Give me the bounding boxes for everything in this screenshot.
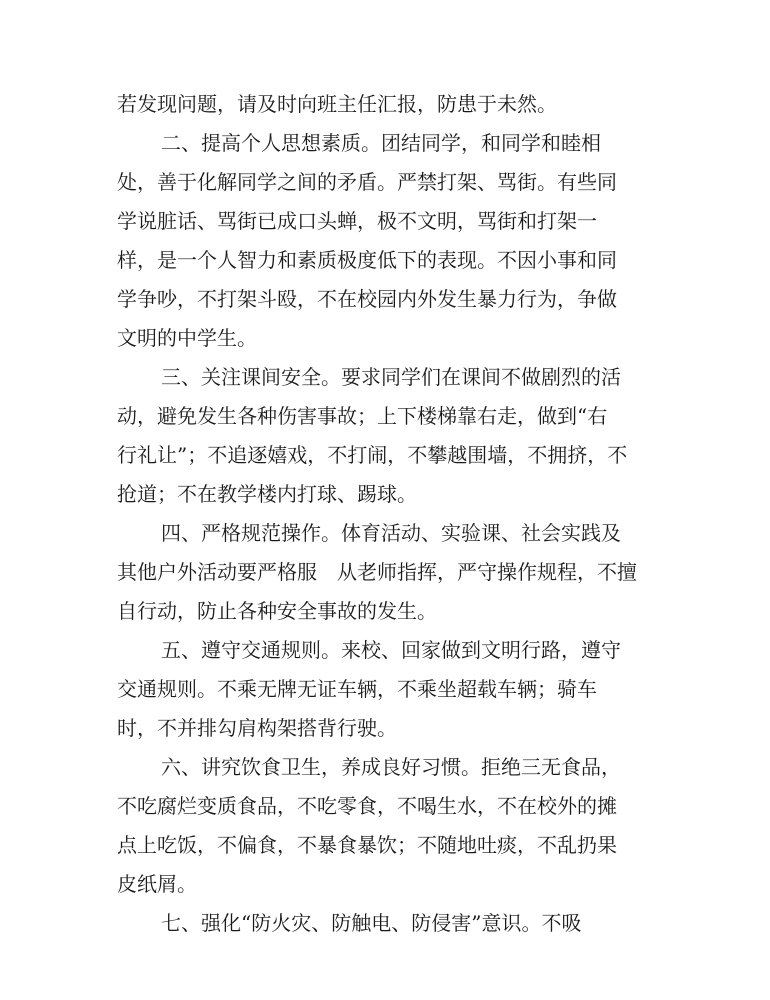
text-line: 交通规则。不乘无牌无证车辆，不乘坐超载车辆；骑车 (117, 677, 597, 701)
paragraph-heading-5: 五、遵守交通规则。来校、回家做到文明行路，遵守 (161, 638, 621, 662)
paragraph-heading-7: 七、强化“防火灾、防触电、防侵害”意识。不吸 (161, 911, 582, 935)
paragraph-heading-4: 四、严格规范操作。体育活动、实验课、社会实践及 (161, 521, 621, 545)
paragraph-heading-3: 三、关注课间安全。要求同学们在课间不做剧烈的活 (161, 365, 621, 389)
text-line: 学说脏话、骂街已成口头蝉，极不文明，骂街和打架一 (117, 209, 597, 233)
text-line: 文明的中学生。 (117, 326, 257, 350)
text-line: 学争吵，不打架斗殴，不在校园内外发生暴力行为，争做 (117, 287, 617, 311)
paragraph-heading-6: 六、讲究饮食卫生，养成良好习惯。拒绝三无食品， (161, 755, 621, 779)
text-line: 自行动，防止各种安全事故的发生。 (117, 599, 437, 623)
text-line: 行礼让”；不追逐嬉戏，不打闹，不攀越围墙，不拥挤，不 (117, 443, 628, 467)
text-line: 时，不并排勾肩构架搭背行驶。 (117, 716, 397, 740)
text-line: 点上吃饭，不偏食，不暴食暴饮；不随地吐痰，不乱扔果 (117, 833, 617, 857)
text-line: 动，避免发生各种伤害事故；上下楼梯靠右走，做到“右 (117, 404, 608, 428)
text-line: 皮纸屑。 (117, 872, 197, 896)
paragraph-heading-2: 二、提高个人思想素质。团结同学，和同学和睦相 (161, 131, 601, 155)
text-line: 若发现问题，请及时向班主任汇报，防患于未然。 (117, 92, 557, 116)
text-line: 样，是一个人智力和素质极度低下的表现。不因小事和同 (117, 248, 617, 272)
text-line: 抢道；不在教学楼内打球、踢球。 (117, 482, 417, 506)
text-line: 其他户外活动要严格服 从老师指挥，严守操作规程，不擅 (117, 560, 637, 584)
text-line: 不吃腐烂变质食品，不吃零食，不喝生水，不在校外的摊 (117, 794, 617, 818)
text-line: 处，善于化解同学之间的矛盾。严禁打架、骂街。有些同 (117, 170, 617, 194)
